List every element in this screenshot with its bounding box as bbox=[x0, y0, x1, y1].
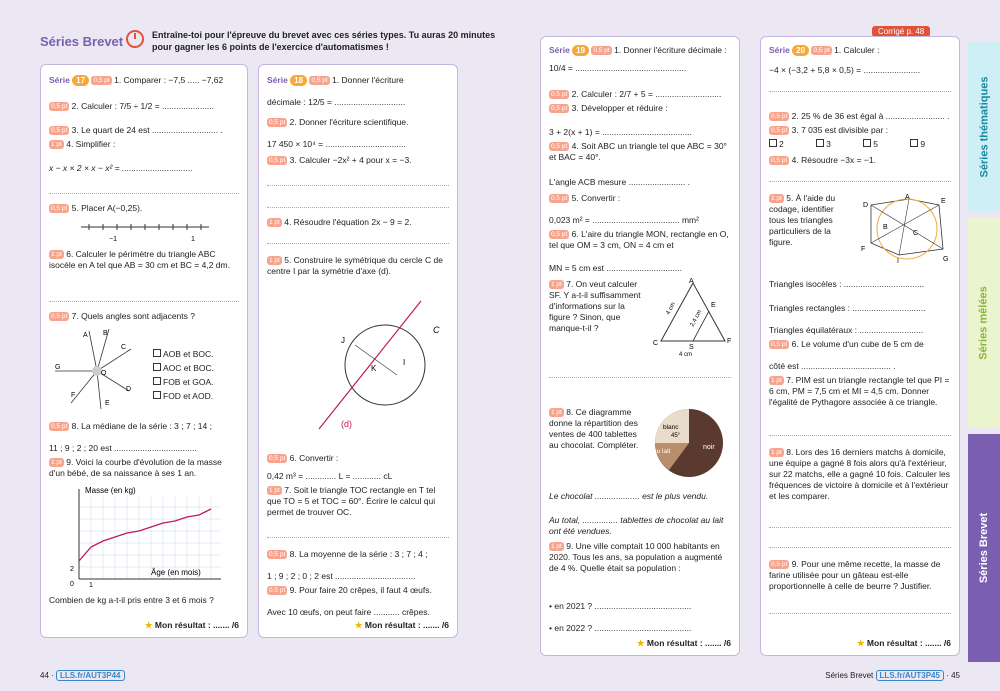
s17-q8 bbox=[49, 421, 239, 432]
point-label-a: A bbox=[83, 332, 88, 339]
s18-q1 bbox=[267, 75, 449, 86]
question-text: 9. Pour faire 20 crêpes, il faut 4 œufs. bbox=[289, 585, 432, 595]
s20-q4 bbox=[769, 155, 951, 166]
header bbox=[40, 26, 500, 58]
s18-q6 bbox=[267, 453, 449, 464]
x-axis-label: Âge (en mois) bbox=[151, 568, 201, 577]
s18-q9b: Avec 10 œufs, on peut faire ........... crêpes. bbox=[267, 607, 430, 617]
question-text: 3. Développer et réduire : bbox=[571, 103, 668, 113]
point-label-j: J bbox=[341, 336, 345, 345]
option-3[interactable] bbox=[816, 139, 831, 149]
card-serie-17 bbox=[40, 64, 248, 638]
s19-q1b: 10/4 = ............................................... bbox=[549, 63, 687, 73]
option-2[interactable] bbox=[769, 139, 784, 149]
checkbox[interactable] bbox=[153, 363, 161, 371]
question-text: 9. Une ville comptait 10 000 habitants en 2020. Tous les ans, sa population a augmenté de 4 %. Quelle était sa population : bbox=[549, 541, 723, 573]
s19-q9 bbox=[549, 541, 731, 574]
serie-label: Série bbox=[267, 75, 288, 85]
question-text: 3. Le quart de 24 est ............................ . bbox=[71, 125, 223, 135]
answer-line bbox=[769, 527, 951, 528]
result-field[interactable] bbox=[857, 638, 951, 649]
checkbox[interactable] bbox=[153, 349, 161, 357]
s19-q8c: Au total, ............... tablettes de chocolat au lait ont été vendues. bbox=[549, 515, 724, 536]
points-badge: 1 pt bbox=[771, 449, 782, 456]
slice-label-lait: au lait bbox=[653, 448, 671, 455]
question-text: 6. L'aire du triangle MON, rectangle en O, tel que OM = 3 cm, ON = 4 cm et bbox=[549, 229, 729, 250]
star-icon: ★ bbox=[354, 620, 363, 630]
stopwatch-icon bbox=[126, 30, 144, 48]
points-badge: 0,5 pt bbox=[551, 91, 568, 98]
option-text: 9 bbox=[920, 139, 926, 149]
points-badge: 0,5 pt bbox=[771, 561, 788, 568]
points-badge: 1 pt bbox=[269, 487, 280, 494]
s17-q5 bbox=[49, 203, 239, 214]
question-text: 7. On veut calculer SF. Y a-t-il suffisamment d'informations sur la figure ? Sinon, que manque-t-il ? bbox=[549, 279, 641, 333]
question-text: 7. PIM est un triangle rectangle tel que PI = 6 cm, PM = 7,5 cm et MI = 4,5 cm. Donner l'égalité de Pythagore associée à ce triangle. bbox=[769, 375, 950, 407]
circle-symmetry-figure bbox=[299, 289, 449, 439]
point-label-i: I bbox=[403, 358, 406, 367]
s18-q6b: 0,42 m³ = ............. L = ............ cL bbox=[267, 471, 393, 481]
answer-line bbox=[267, 207, 449, 208]
section-tabs bbox=[968, 42, 1000, 662]
s20-q5 bbox=[769, 193, 849, 248]
s19-q4b: L'angle ACB mesure ........................ . bbox=[549, 177, 690, 187]
question-text: 5. Placer A(−0,25). bbox=[71, 203, 143, 213]
point-label-s: S bbox=[689, 344, 694, 351]
option-text: 2 bbox=[779, 139, 784, 149]
answer-line bbox=[267, 243, 449, 244]
card-serie-20 bbox=[760, 36, 960, 656]
s20-q5a: Triangles isocèles : .................................. bbox=[769, 279, 925, 289]
question-text: 6. Calculer le périmètre du triangle ABC isocèle en A tel que AB = 30 cm et BC = 4,2 dm. bbox=[49, 249, 230, 270]
s17-q9b: Combien de kg a-t-il pris entre 3 et 6 mois ? bbox=[49, 595, 214, 605]
s19-q2 bbox=[549, 89, 731, 100]
s19-q8 bbox=[549, 407, 641, 451]
points-badge: 0,5 pt bbox=[551, 105, 568, 112]
triangle-figure bbox=[653, 277, 737, 357]
s18-q5 bbox=[267, 255, 449, 277]
tab-label: Séries mêlées bbox=[978, 286, 991, 360]
tab-series-melees[interactable] bbox=[968, 218, 1000, 428]
header-description: Entraîne-toi pour l'épreuve du brevet avec ces séries types. Tu auras 20 minutes pour gagner les 6 points de l'exercice d'automatismes ! bbox=[152, 30, 496, 52]
points-badge: 0,5 pt bbox=[269, 119, 286, 126]
question-text: 9. Voici la courbe d'évolution de la masse d'un bébé, de sa naissance à ses 1 an. bbox=[49, 457, 222, 478]
tab-series-thematiques[interactable] bbox=[968, 42, 1000, 212]
angle-label: 45° bbox=[671, 433, 681, 439]
s18-q8b: 1 ; 9 ; 2 ; 0 ; 2 est .................................. bbox=[267, 571, 416, 581]
s19-q5b: 0,023 m² = ..................................... mm² bbox=[549, 215, 699, 225]
result-label: Mon résultat : ....... /6 bbox=[646, 638, 731, 648]
page-title: Séries Brevet bbox=[40, 34, 124, 49]
points-badge: 1 pt bbox=[51, 459, 62, 466]
y-axis-label: Masse (en kg) bbox=[85, 486, 136, 495]
length-label-cs: 4 cm bbox=[679, 352, 693, 357]
s19-q7 bbox=[549, 279, 645, 334]
question-text: 8. La médiane de la série : 3 ; 7 ; 14 ; bbox=[71, 421, 212, 431]
question-text: 3. Calculer −2x² + 4 pour x = −3. bbox=[289, 155, 412, 165]
axis-d bbox=[319, 301, 421, 429]
question-text: 2. Calculer : 7/5 ÷ 1/2 = ...................... bbox=[71, 101, 215, 111]
serie-number: 19 bbox=[572, 45, 589, 56]
result-field[interactable] bbox=[355, 620, 449, 631]
s20-q1b: −4 × (−3,2 + 5,8 × 0,5) = ........................ bbox=[769, 65, 921, 75]
point-label-g: G bbox=[55, 364, 61, 371]
s19-q3 bbox=[549, 103, 731, 114]
answer-line bbox=[769, 181, 951, 182]
s19-q4 bbox=[549, 141, 731, 163]
question-text: 6. Le volume d'un cube de 5 cm de bbox=[791, 339, 924, 349]
growth-curve bbox=[79, 509, 211, 561]
result-field[interactable] bbox=[145, 620, 239, 631]
point-label-f: F bbox=[71, 392, 76, 399]
points-badge: 0,5 pt bbox=[813, 47, 830, 54]
question-text: 5. À l'aide du codage, identifier tous les triangles particuliers de la figure. bbox=[769, 193, 836, 247]
s19-q9a: • en 2021 ? ......................................... bbox=[549, 601, 692, 611]
s20-q8 bbox=[769, 447, 951, 502]
s18-q7 bbox=[267, 485, 449, 518]
s18-q9 bbox=[267, 585, 449, 596]
axis-label: (d) bbox=[341, 419, 352, 429]
question-text: 4. Résoudre l'équation 2x − 9 = 2. bbox=[284, 217, 412, 227]
option-text: 3 bbox=[826, 139, 831, 149]
question-text: 3. 7 035 est divisible par : bbox=[791, 125, 889, 135]
question-text: 2. Donner l'écriture scientifique. bbox=[289, 117, 409, 127]
option-text: FOD et AOD. bbox=[163, 391, 214, 401]
points-badge: 0,5 pt bbox=[51, 127, 68, 134]
question-text: 5. Construire le symétrique du cercle C de centre I par la symétrie d'axe (d). bbox=[267, 255, 443, 276]
slice-label-blanc: blanc bbox=[663, 424, 679, 431]
points-badge: 0,5 pt bbox=[51, 205, 68, 212]
s20-q5c: Triangles équilatéraux : ........................... bbox=[769, 325, 924, 335]
footer-right bbox=[825, 670, 960, 681]
s18-q8 bbox=[267, 549, 449, 560]
question-text: 4. Résoudre −3x = −1. bbox=[791, 155, 876, 165]
point-label-a: A bbox=[689, 278, 694, 285]
points-badge: 0,5 pt bbox=[771, 341, 788, 348]
s17-q4 bbox=[49, 139, 239, 150]
question-text: 4. Soit ABC un triangle tel que ABC = 30° et BAC = 40°. bbox=[549, 141, 727, 162]
card-serie-19 bbox=[540, 36, 740, 656]
serie-label: Série bbox=[769, 45, 790, 55]
point-label-e: E bbox=[105, 400, 110, 407]
points-badge: 1 pt bbox=[269, 257, 280, 264]
points-badge: 0,5 pt bbox=[771, 127, 788, 134]
option-9[interactable] bbox=[910, 139, 925, 149]
s19-q6b: MN = 5 cm est ................................ bbox=[549, 263, 682, 273]
page-number: · 45 bbox=[946, 671, 960, 680]
angles-figure bbox=[51, 327, 141, 411]
s18-q1b: décimale : 12/5 = .............................. bbox=[267, 97, 406, 107]
s18-q2 bbox=[267, 117, 449, 128]
circle-label: C bbox=[433, 325, 440, 335]
growth-chart bbox=[61, 485, 231, 589]
point-label-d: D bbox=[863, 202, 869, 209]
divisibility-options bbox=[769, 139, 951, 150]
s18-q2b: 17 450 × 10⁴ = .................................. bbox=[267, 139, 406, 149]
s19-q3b: 3 + 2(x + 1) = ...................................... bbox=[549, 127, 692, 137]
s17-q7 bbox=[49, 311, 239, 322]
points-badge: 0,5 pt bbox=[551, 231, 568, 238]
s17-q2 bbox=[49, 101, 239, 112]
point-label-k: K bbox=[371, 364, 377, 373]
s20-q6b: côté est ...................................... . bbox=[769, 361, 896, 371]
point-label-c: C bbox=[913, 230, 919, 237]
checkbox[interactable] bbox=[153, 391, 161, 399]
s17-q3 bbox=[49, 125, 239, 136]
tab-label: Séries thématiques bbox=[978, 76, 990, 178]
option-text: FOB et GOA. bbox=[163, 377, 214, 387]
s20-q9 bbox=[769, 559, 951, 592]
question-text: 7. Soit le triangle TOC rectangle en T tel que TO = 5 et TOC = 60°. Écrire le calcul qui permet de trouver OC. bbox=[267, 485, 436, 517]
checkbox[interactable] bbox=[769, 139, 777, 147]
question-text: 7. Quels angles sont adjacents ? bbox=[71, 311, 195, 321]
answer-line bbox=[49, 193, 239, 194]
serie-number: 18 bbox=[290, 75, 307, 86]
circle-c bbox=[345, 325, 425, 405]
points-badge: 0,5 pt bbox=[771, 113, 788, 120]
point-label-e: E bbox=[711, 302, 716, 309]
serie-number: 20 bbox=[792, 45, 809, 56]
points-badge: 0,5 pt bbox=[269, 551, 286, 558]
checkbox[interactable] bbox=[153, 377, 161, 385]
s17-q8b: 11 ; 9 ; 2 ; 20 est ................................... bbox=[49, 443, 197, 453]
answer-line bbox=[769, 91, 951, 92]
points-badge: 0,5 pt bbox=[551, 143, 568, 150]
footer-section: Séries Brevet bbox=[825, 671, 874, 680]
question-text: 8. Ce diagramme donne la répartition des ventes de 400 tablettes au chocolat. Compléter. bbox=[549, 407, 639, 450]
s18-q3 bbox=[267, 155, 449, 166]
point-label-f: F bbox=[861, 246, 866, 253]
point-label-b: B bbox=[103, 330, 108, 337]
length-label-se: 2,4 cm bbox=[689, 309, 704, 328]
question-text: 9. Pour une même recette, la masse de farine utilisée pour un gâteau est-elle proportionnelle à celle de beurre ? Justifier. bbox=[769, 559, 941, 591]
point-label-a: A bbox=[905, 194, 910, 201]
serie-label: Série bbox=[549, 45, 570, 55]
s17-q9 bbox=[49, 457, 239, 479]
s19-q5 bbox=[549, 193, 731, 204]
footer-link[interactable]: LLS.fr/AUT3P44 bbox=[56, 670, 124, 681]
question-text: 8. Lors des 16 derniers matchs à domicile, une équipe a gagné 8 fois alors qu'à l'extérieur, sur 22 matchs, elle a gagné 10 fois. Calculer les fréquences de victoire à domicile et à l'extérieur et les comparer. bbox=[769, 447, 950, 501]
slice-label-noir: noir bbox=[703, 444, 715, 451]
s20-q6 bbox=[769, 339, 951, 350]
star-icon: ★ bbox=[636, 638, 645, 648]
s19-q6 bbox=[549, 229, 731, 251]
length-label-ca: 4 cm bbox=[665, 301, 677, 316]
points-badge: 0,5 pt bbox=[593, 47, 610, 54]
tab-series-brevet[interactable] bbox=[968, 434, 1000, 662]
result-label: Mon résultat : ....... /6 bbox=[364, 620, 449, 630]
s17-q4b: x − x × 2 × x − x² = .............................. bbox=[49, 163, 193, 173]
answer-line bbox=[267, 185, 449, 186]
serie-label: Série bbox=[49, 75, 70, 85]
question-text: 1. Calculer : bbox=[834, 45, 880, 55]
answer-line bbox=[549, 377, 731, 378]
point-label-o: O bbox=[101, 370, 107, 377]
points-badge: 0,5 pt bbox=[51, 423, 68, 430]
checkbox[interactable] bbox=[910, 139, 918, 147]
points-badge: 0,5 pt bbox=[51, 313, 68, 320]
s19-q9b: • en 2022 ? ......................................... bbox=[549, 623, 692, 633]
y-tick-2: 2 bbox=[70, 566, 74, 573]
question-text: 1. Comparer : −7,5 ..... −7,62 bbox=[114, 75, 224, 85]
question-text: 4. Simplifier : bbox=[66, 139, 116, 149]
points-badge: 1 pt bbox=[551, 281, 562, 288]
points-badge: 1 pt bbox=[551, 409, 562, 416]
point-label-b: B bbox=[883, 224, 888, 231]
tab-label: Séries Brevet bbox=[978, 512, 991, 584]
result-label: Mon résultat : ....... /6 bbox=[866, 638, 951, 648]
answer-line bbox=[49, 301, 239, 302]
result-field[interactable] bbox=[637, 638, 731, 649]
point-label-c: C bbox=[121, 344, 127, 351]
card-serie-18 bbox=[258, 64, 458, 638]
s20-q7 bbox=[769, 375, 951, 408]
points-badge: 0,5 pt bbox=[269, 157, 286, 164]
option-text: AOB et BOC. bbox=[163, 349, 214, 359]
question-text: 8. La moyenne de la série : 3 ; 7 ; 4 ; bbox=[289, 549, 428, 559]
option-text: AOC et BOC. bbox=[163, 363, 215, 373]
s17-q1 bbox=[49, 75, 239, 86]
tick-label-minus-one: −1 bbox=[109, 236, 117, 243]
s20-q2 bbox=[769, 111, 951, 122]
checkbox[interactable] bbox=[816, 139, 824, 147]
serie-number: 17 bbox=[72, 75, 89, 86]
s17-q6 bbox=[49, 249, 239, 271]
option-text: 5 bbox=[873, 139, 878, 149]
question-text: 2. 25 % de 36 est égal à ......................... . bbox=[791, 111, 950, 121]
star-icon: ★ bbox=[144, 620, 153, 630]
s20-q5b: Triangles rectangles : ............................... bbox=[769, 303, 926, 313]
question-text: 6. Convertir : bbox=[289, 453, 339, 463]
geometry-figure bbox=[859, 193, 955, 267]
answer-line bbox=[769, 547, 951, 548]
x-tick-1: 1 bbox=[89, 582, 93, 589]
points-badge: 1 pt bbox=[269, 219, 280, 226]
origin-label: 0 bbox=[70, 581, 74, 588]
points-badge: 1 pt bbox=[51, 141, 62, 148]
option-3[interactable] bbox=[153, 377, 239, 388]
points-badge: 1 pt bbox=[771, 195, 782, 202]
point-label-d: D bbox=[126, 386, 132, 393]
tick-label-one: 1 bbox=[191, 236, 195, 243]
checkbox[interactable] bbox=[863, 139, 871, 147]
star-icon: ★ bbox=[856, 638, 865, 648]
option-2[interactable] bbox=[153, 363, 239, 374]
point-label-i: I bbox=[897, 258, 899, 265]
s20-q1 bbox=[769, 45, 951, 56]
answer-line bbox=[769, 435, 951, 436]
s20-q3 bbox=[769, 125, 951, 136]
points-badge: 1 pt bbox=[771, 377, 782, 384]
points-badge: 0,5 pt bbox=[771, 157, 788, 164]
question-text: 2. Calculer : 2/7 + 5 = ............................ bbox=[571, 89, 722, 99]
pie-chart bbox=[649, 407, 729, 481]
page-number: 44 · bbox=[40, 671, 54, 680]
question-text: 1. Donner l'écriture bbox=[332, 75, 404, 85]
option-5[interactable] bbox=[863, 139, 878, 149]
s19-q1 bbox=[549, 45, 731, 56]
s18-q4 bbox=[267, 217, 449, 228]
points-badge: 0,5 pt bbox=[269, 455, 286, 462]
point-label-f: F bbox=[727, 338, 732, 345]
point-label-e: E bbox=[941, 198, 946, 205]
points-badge: 1 pt bbox=[51, 251, 62, 258]
point-label-g: G bbox=[943, 256, 949, 263]
points-badge: 0,5 pt bbox=[551, 195, 568, 202]
result-label: Mon résultat : ....... /6 bbox=[154, 620, 239, 630]
question-text: 1. Donner l'écriture décimale : bbox=[614, 45, 727, 55]
footer-link[interactable]: LLS.fr/AUT3P45 bbox=[876, 670, 944, 681]
question-text: 5. Convertir : bbox=[571, 193, 621, 203]
answer-line bbox=[267, 537, 449, 538]
points-badge: 0,5 pt bbox=[311, 77, 328, 84]
point-label-c: C bbox=[653, 340, 659, 347]
corrige-link[interactable]: Corrigé p. 48 bbox=[872, 26, 930, 37]
points-badge: 0,5 pt bbox=[93, 77, 110, 84]
points-badge: 0,5 pt bbox=[51, 103, 68, 110]
number-line bbox=[81, 217, 211, 247]
points-badge: 1 pt bbox=[551, 543, 562, 550]
option-4[interactable] bbox=[153, 391, 239, 402]
footer-left bbox=[40, 670, 125, 681]
option-1[interactable] bbox=[153, 349, 239, 360]
s19-q8b: Le chocolat ................... est le plus vendu. bbox=[549, 491, 709, 501]
answer-line bbox=[769, 613, 951, 614]
points-badge: 0,5 pt bbox=[269, 587, 286, 594]
